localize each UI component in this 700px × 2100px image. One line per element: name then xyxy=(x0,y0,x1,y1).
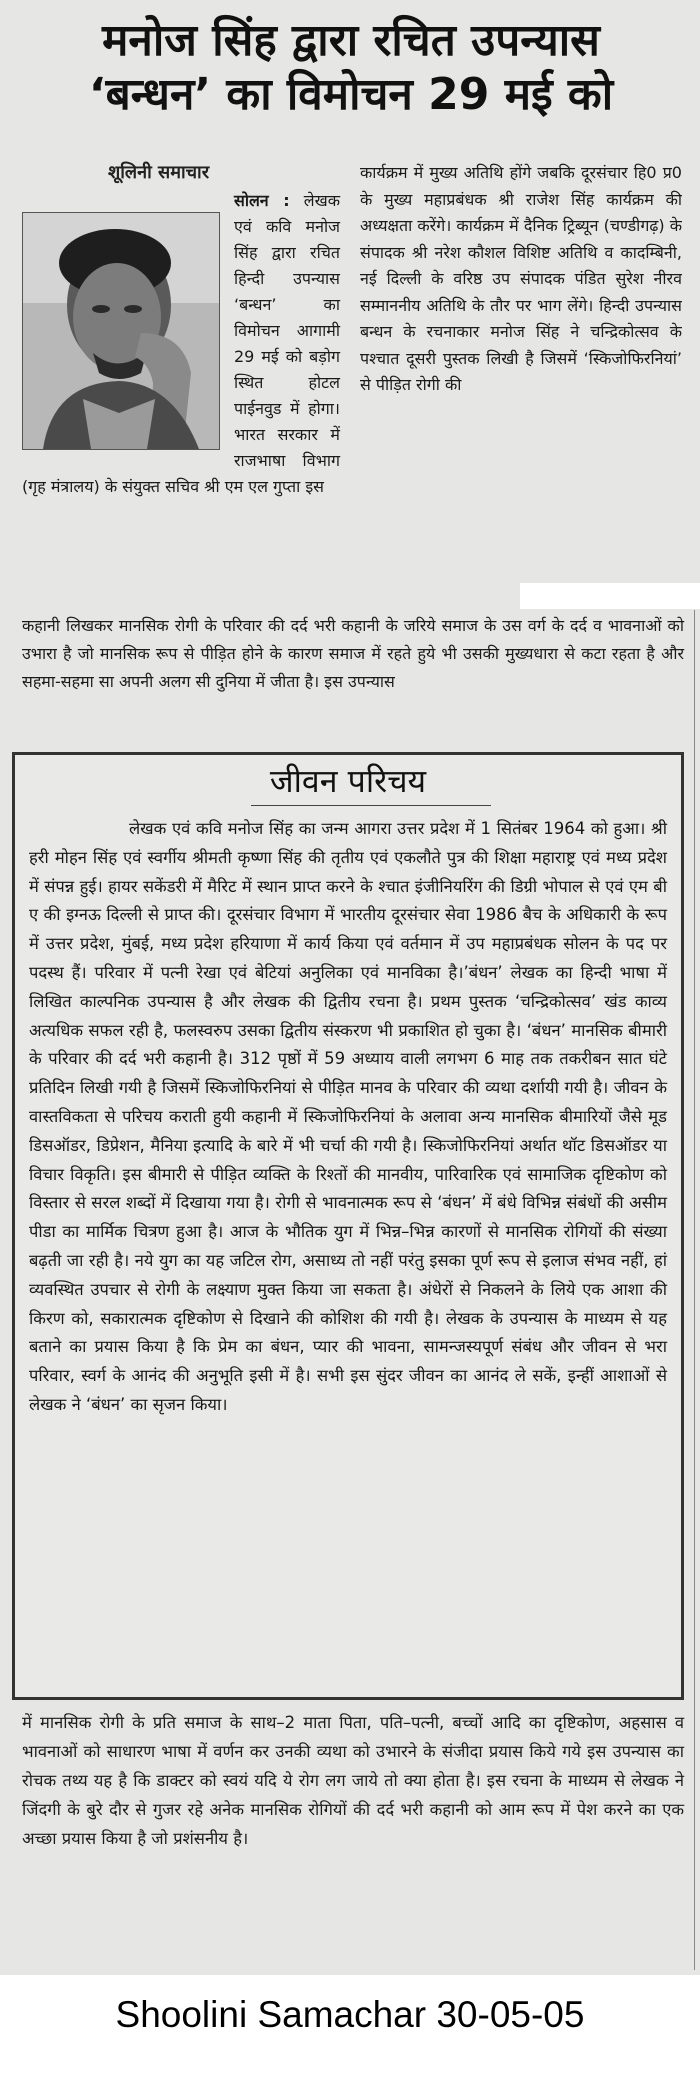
headline-line-1: मनोज सिंह द्वारा रचित उपन्यास xyxy=(102,15,600,66)
author-portrait-icon xyxy=(23,213,219,449)
bio-title-underline xyxy=(251,805,491,806)
bio-box xyxy=(12,752,684,1700)
lead-column xyxy=(22,188,340,608)
byline: शूलिनी समाचार xyxy=(108,162,210,183)
author-photo xyxy=(22,212,220,450)
dateline: सोलन : xyxy=(234,191,290,210)
lead-paragraph: लेखक एवं कवि मनोज सिंह द्वारा रचित हिन्दी उपन्यास ‘बन्धन’ का विमोचन आगामी 29 मई को बड़ोग स्थित होटल पाईनवुड में होगा। भारत सरकार में राजभाषा विभाग (गृह मंत्रालय) के संयुक्त सचिव श्री एम एल गुप्ता इस xyxy=(22,191,340,496)
headline xyxy=(18,14,684,122)
continuation-paragraph: कहानी लिखकर मानसिक रोगी के परिवार की दर्द भरी कहानी के जरिये समाज के उस वर्ग के दर्द व भावनाओं को उभारा है जो मानसिक रूप से पीड़ित होने के कारण समाज में रहते हुये भी उसकी मुख्यधारा से कटा रहता है और सहमा-सहमा सा अपनी अलग सी दुनिया में जीता है। इस उपन्यास xyxy=(22,616,684,691)
bio-text: लेखक एवं कवि मनोज सिंह का जन्म आगरा उत्तर प्रदेश में 1 सितंबर 1964 को हुआ। श्री हरी मोहन सिंह एवं स्वर्गीय श्रीमती कृष्णा सिंह की तृतीय एवं एकलौते पुत्र की शिक्षा महाराष्ट्र एवं मध्य प्रदेश में संपन्न हुई। हायर सकेंडरी में मैरिट में स्थान प्राप्त करने के श्चात इंजीनियरिंग की डिग्री भोपाल से एवं एम बी ए की इग्नऊ दिल्ली से प्राप्त की। दूरसंचार विभाग में भारतीय दूरसंचार सेवा 1986 बैच के अधिकारी के रूप में उत्तर प्रदेश, मुंबई, मध्य प्रदेश हरियाणा में कार्य किया एवं वर्तमान में उप महाप्रबंधक सोलन के पद पर पदस्थ हैं। परिवार में पत्नी रेखा एवं बेटियां अनुलिका एवं मानविका है।’बंधन’ लेखक का हिन्दी भाषा में लिखित काल्पनिक उपन्यास है और लेखक की द्वितीय रचना है। प्रथम पुस्तक ‘चन्द्रिकोत्सव’ खंड काव्य अत्यधिक सफल रही है, फलस्वरुप उसका द्वितीय संस्करण भी प्रकाशित हो चुका है। ‘बंधन’ मानसिक बीमारी के परिवार की दर्द भरी कहानी है। 312 पृष्ठों में 59 अध्याय वाली लगभग 6 माह तक तकरीबन सात घंटे प्रतिदिन लिखी गयी है जिसमें स्किजोफिरनियां से पीड़ित मानव के परिवार की व्यथा दर्शायी गयी है। जीवन के वास्तविकता से परिचय कराती हुयी कहानी में स्किजोफिरनियां के अलावा अन्य मानसिक बीमारियों जैसे मूड डिसऑडर, डिप्रेशन, मैनिया इत्यादि के बारे में भी चर्चा की गयी है। स्किजोफिरनियां अर्थात थॉट डिसऑडर या विचार विकृति। इस बीमारी से पीड़ित व्यक्ति के रिश्तों की मानवीय, पारिवारिक एवं सामाजिक दृष्टिकोण को विस्तार से सरल शब्दों में दिखाया गया है। रोगी से भावनात्मक रूप से ‘बंधन’ में बंधे विभिन्न संबंधों की असीम पीडा का मार्मिक चित्रण हुआ है। आज के भौतिक युग में भिन्न–भिन्न कारणों से मानसिक रोगियों की संख्या बढ़ती जा रही है। नये युग का यह जटिल रोग, असाध्य तो नहीं परंतु इसका पूर्ण रूप से इलाज संभव नहीं, हां व्यवस्थित उपचार से रोगी के लक्ष्याण मुक्त किया जा सकता है। अंधेरों से निकलने के लिये एक आशा की किरण को, सकारात्मक दृष्टिकोण से दिखाने की कोशिश की गयी है। लेखक के उपन्यास के माध्यम से यह बताने का प्रयास किया है कि प्रेम का बंधन, प्यार की भावना, सामन्जस्यपूर्ण संबंध और जीवन से भरा परिवार, स्वर्ग के आनंद की अनुभूति इसी में है। सभी इस सुंदर जीवन का आनंद ले सकें, इन्हीं आशाओं से लेखक ने ‘बंधन’ का सृजन किया। xyxy=(29,819,667,1414)
bio-title: जीवन परिचय xyxy=(269,762,427,800)
closing-paragraph: में मानसिक रोगी के प्रति समाज के साथ–2 माता पिता, पति–पत्नी, बच्चों आदि का दृष्टिकोण, अहसास व भावनाओं को साधारण भाषा में वर्णन कर उनकी व्यथा को उभारने के संजीदा प्रयास किये गये इस उपन्यास का रोचक तथ्य यह है कि डाक्टर को स्वयं यदि ये रोग लग जाये तो क्या होता है। इस रचना के माध्यम से लेखक ने जिंदगी के बुरे दौर से गुजर रहे अनेक मानसिक रोगियों की दर्द भरी कहानी को आम रूप में पेश करने का एक अच्छा प्रयास किया है जो प्रशंसनीय है। xyxy=(22,1713,684,1848)
column-rule xyxy=(694,610,695,1970)
source-caption: Shoolini Samachar 30-05-05 xyxy=(115,1994,585,2035)
right-column-paragraph: कार्यक्रम में मुख्य अतिथि होंगे जबकि दूरसंचार हि0 प्र0 के मुख्य महाप्रबंधक श्री राजेश सिंह कार्यक्रम की अध्यक्षता करेंगे। कार्यक्रम में दैनिक ट्रिब्यून (चण्डीगढ़) के संपादक श्री नरेश कौशल विशिष्ट अतिथि व कादम्बिनी, नई दिल्ली के वरिष्ठ उप संपादक पंडित सुरेश नीरव सम्माननीय अतिथि के तौर पर भाग लेंगे। हिन्दी उपन्यास बन्धन के रचनाकार मनोज सिंह ने चन्द्रिकोत्सव के पश्चात दूसरी पुस्तक लिखी है जिसमें ‘स्किजोफिरनियां’ से पीड़ित रोगी की xyxy=(360,163,682,394)
headline-line-2: ‘बन्धन’ का विमोचन 29 मई को xyxy=(88,69,614,120)
blank-patch xyxy=(520,583,700,609)
